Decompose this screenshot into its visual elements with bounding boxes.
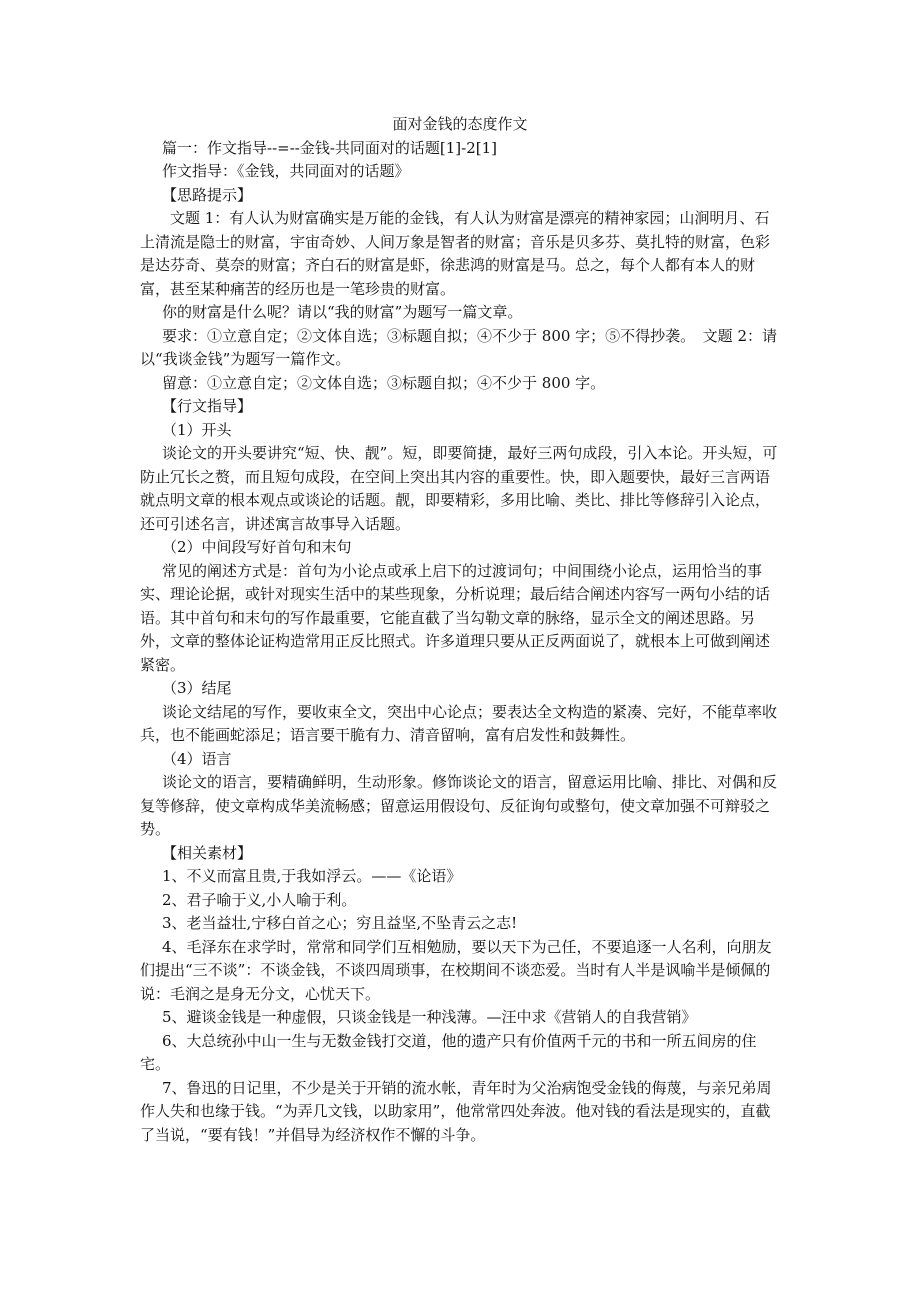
paragraph: 谈论文结尾的写作，要收束全文，突出中心论点；要表达全文构造的紧凑、完好，不能草率收兵，也不能画蛇添足；语言要干脆有力、清音留响，富有启发性和鼓舞性。 [140,702,778,744]
section-heading: 篇一：作文指导--=--金钱-共同面对的话题[1]-2[1] [162,138,498,157]
paragraph: 谈论文的语言，要精确鲜明，生动形象。修饰谈论文的语言，留意运用比喻、排比、对偶和反复等修辞，使文章构成华美流畅感；留意运用假设句、反征询句或整句，使文章加强不可辩驳之势。 [140,773,778,838]
subheading: （2）中间段写好首句和末句 [162,538,352,556]
subheading: （4）语言 [162,749,232,768]
paragraph: 作文指导：《金钱，共同面对的话题》 [162,162,410,180]
list-item: 6、大总统孙中山一生与无数金钱打交道，他的遗产只有价值两千元的书和一所五间房的住宅。 [140,1031,757,1073]
subheading: （1）开头 [162,420,232,439]
document-title: 面对金钱的态度作文 [392,115,528,133]
paragraph: 你的财富是什么呢？请以“我的财富”为题写一篇文章。 [162,303,523,321]
list-item: 3、老当益壮,宁移白首之心；穷且益坚,不坠青云之志! [162,914,518,932]
paragraph: 常见的阐述方式是：首句为小论点或承上启下的过渡词句；中间围绕小论点，运用恰当的事实、理论论据，或针对现实生活中的某些现象，分析说理；最后结合阐述内容写一两句小结的话语。其中首句和末句的写作最重要，它能直截了当勾勒文章的脉络，显示全文的阐述思路。另外，文章的整体论证构造常用正反比照式。许多道理只要从正反两面说了，就根本上可做到阐述紧密。 [140,561,771,674]
paragraph: 文题 1：有人认为财富确实是万能的金钱，有人认为财富是漂亮的精神家园；山涧明月、石上清流是隐士的财富，宇宙奇妙、人间万象是智者的财富；音乐是贝多芬、莫扎特的财富，色彩是达芬奇、莫奈的财富；齐白石的财富是虾，徐悲鸿的财富是马。总之，每个人都有本人的财富，甚至某种痛苦的经历也是一笔珍贵的财富。 [140,209,771,298]
document-page [140,113,780,1147]
subheading: （3）结尾 [162,679,232,697]
section-heading: 【思路提示】 [162,185,253,204]
paragraph: 要求：①立意自定；②文体自选；③标题自拟；④不少于 800 字；⑤不得抄袭。 文题 2：请以“我谈金钱”为题写一篇作文。 [140,326,777,368]
list-item: 5、避谈金钱是一种虚假，只谈金钱是一种浅薄。—汪中求《营销人的自我营销》 [162,1008,697,1026]
paragraph: 留意：①立意自定；②文体自选；③标题自拟；④不少于 800 字。 [162,373,606,392]
section-heading: 【行文指导】 [162,397,253,415]
list-item: 7、鲁迅的日记里，不少是关于开销的流水帐，青年时为父治病饱受金钱的侮蔑，与亲兄弟周作人失和也缘于钱。“为弄几文钱，以助家用”，他常常四处奔波。他对钱的看法是现实的，直截了当说，“要有钱！”并倡导为经济权作不懈的斗争。 [140,1078,772,1144]
list-item: 2、君子喻于义,小人喻于利。 [162,890,357,909]
list-item: 1、不义而富且贵,于我如浮云。——《论语》 [162,867,462,885]
paragraph: 谈论文的开头要讲究“短、快、靓”。短，即要简捷，最好三两句成段，引入本论。开头短，可防止冗长之赘，而且短句成段，在空间上突出其内容的重要性。快，即入题要快，最好三言两语就点明文章的根本观点或谈论的话题。靓，即要精彩，多用比喻、类比、排比等修辞引入论点，还可引述名言，讲述寓言故事导入话题。 [140,444,778,533]
section-heading: 【相关素材】 [162,843,253,862]
list-item: 4、毛泽东在求学时，常常和同学们互相勉励，要以天下为己任，不要追逐一人名利，向朋友们提出“三不谈”：不谈金钱，不谈四周琐事，在校期间不谈恋爱。当时有人半是讽喻半是倾佩的说：毛润之是身无分文，心忧天下。 [140,937,772,1003]
